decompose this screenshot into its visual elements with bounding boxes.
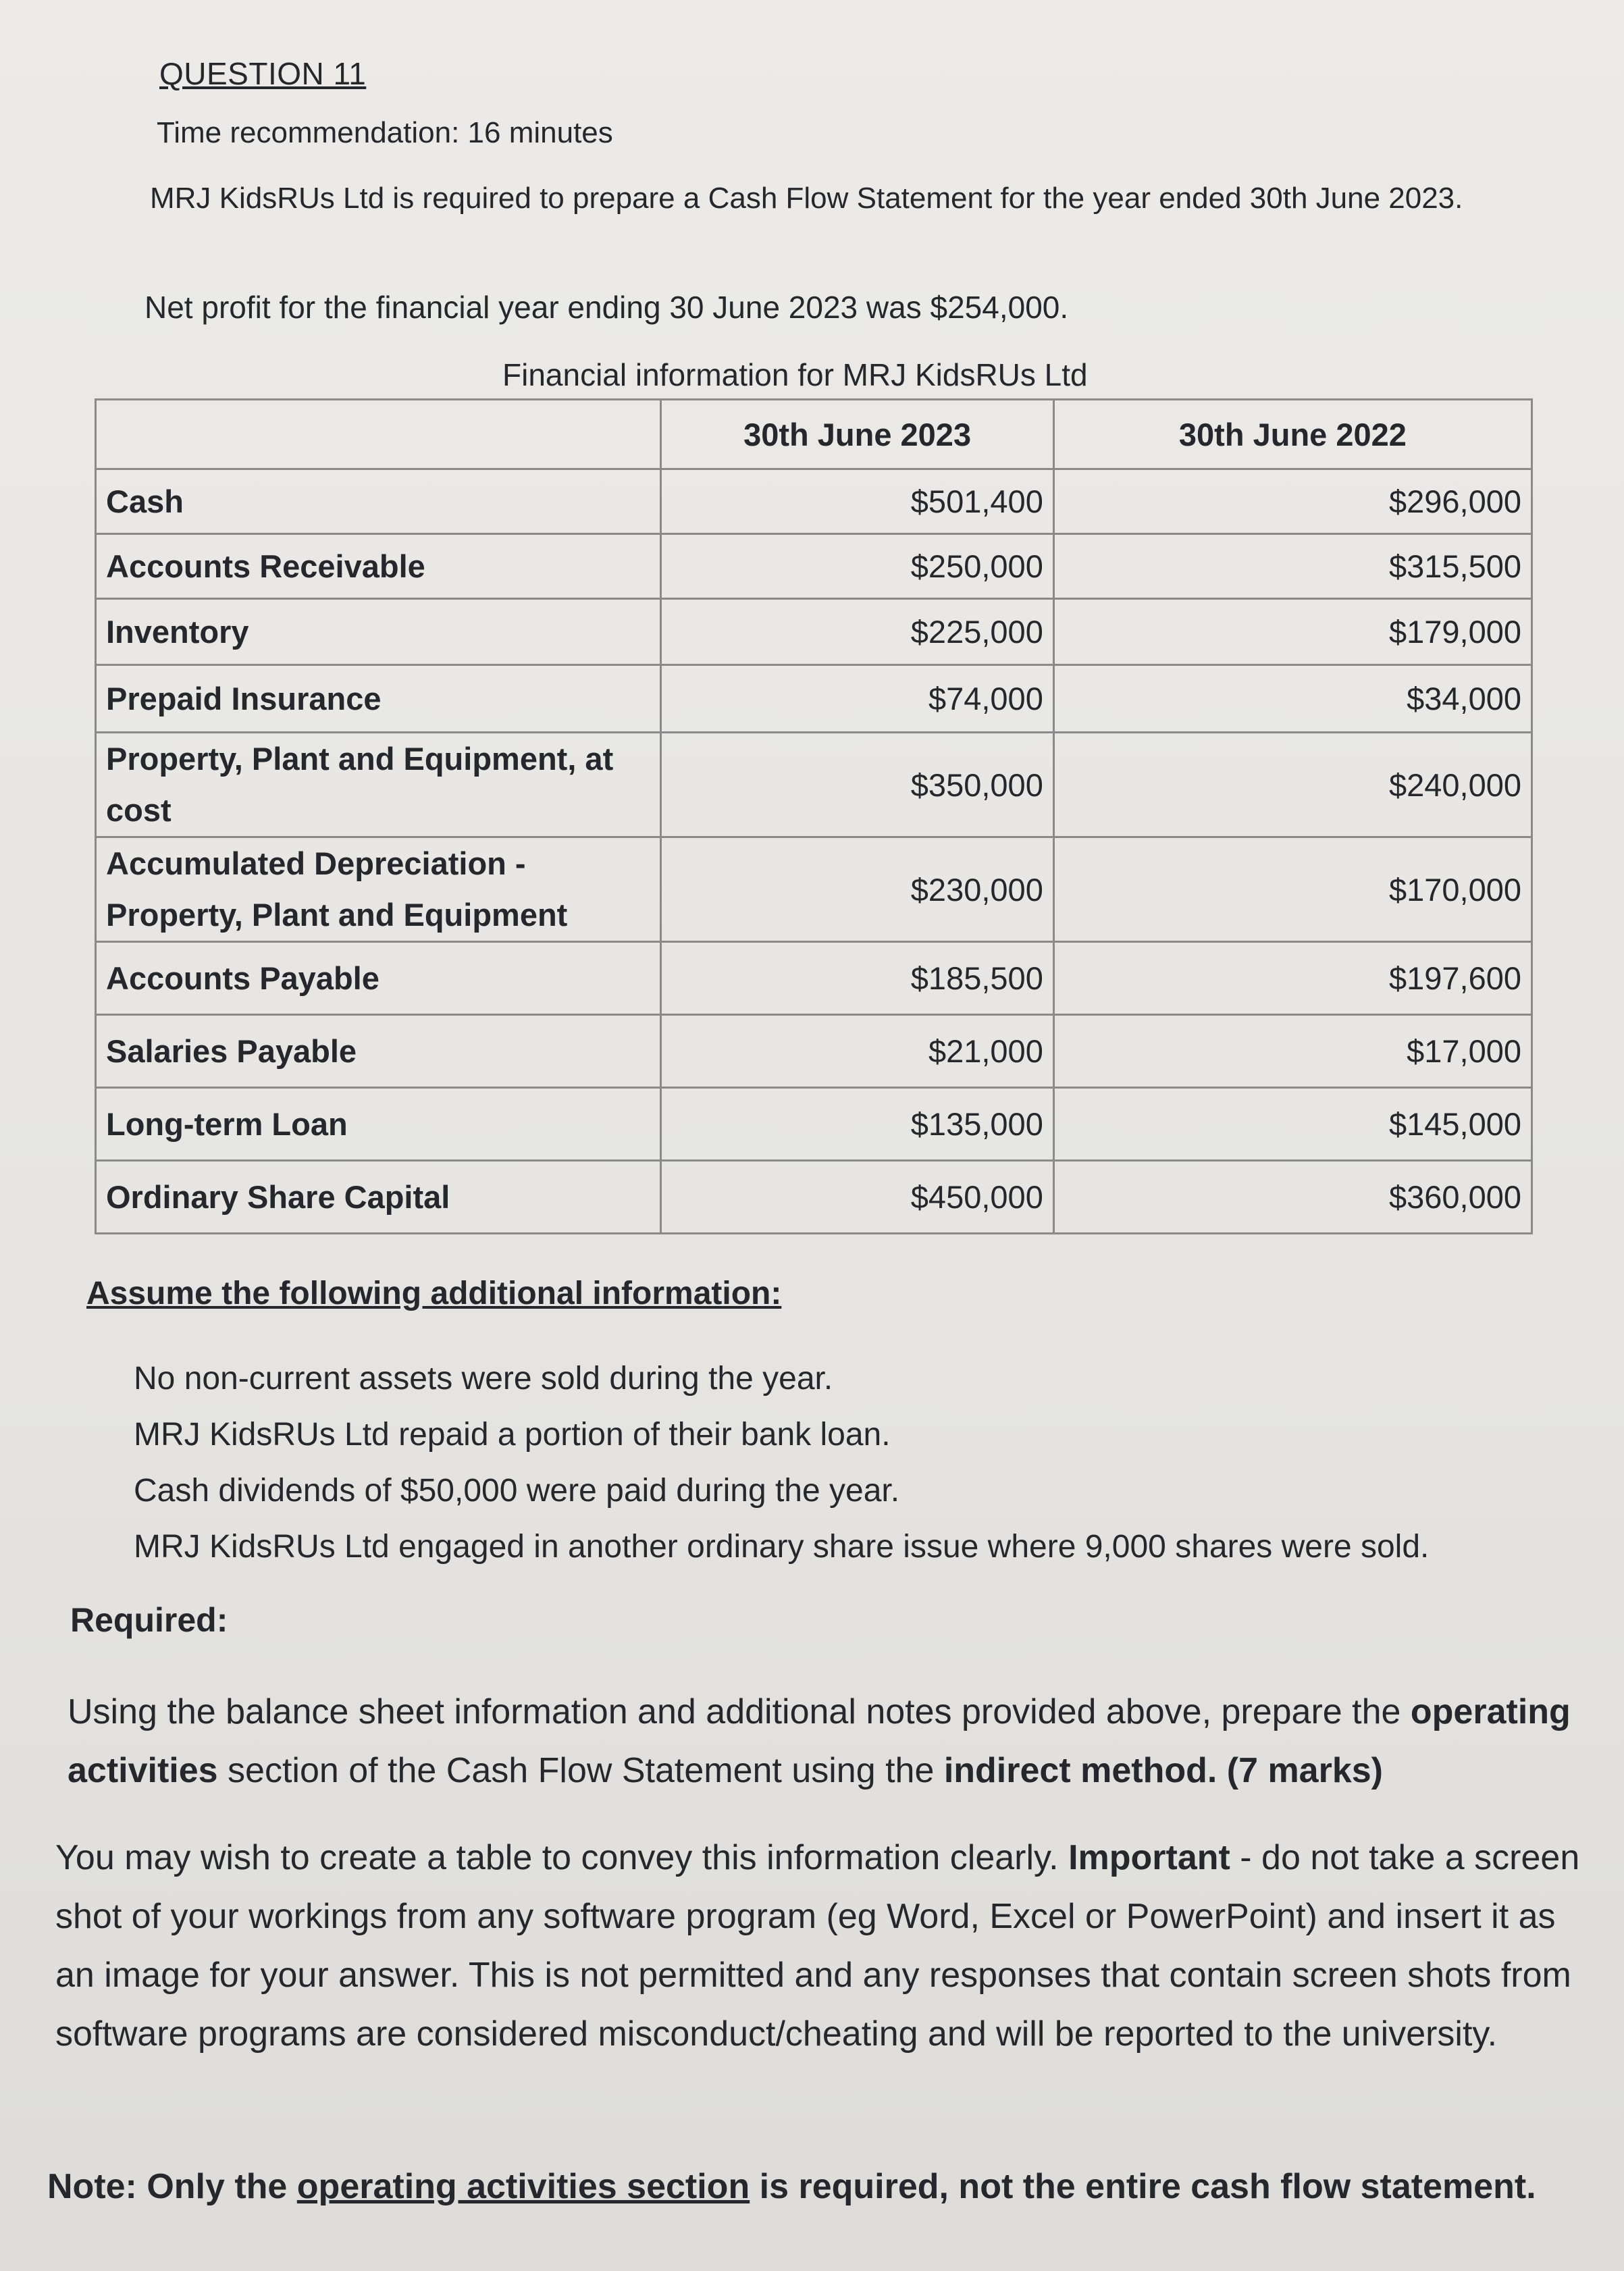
time-recommendation: Time recommendation: 16 minutes: [157, 116, 613, 149]
value-2023: $450,000: [661, 1161, 1054, 1234]
value-2023: $225,000: [661, 599, 1054, 665]
value-2022: $170,000: [1053, 837, 1531, 942]
list-item: Cash dividends of $50,000 were paid during the year.: [134, 1473, 900, 1509]
required-instruction: [68, 1683, 1580, 1800]
instruction-text: Using the balance sheet information and additional notes provided above, prepare the: [68, 1692, 1411, 1731]
table-row: [96, 1161, 1532, 1234]
question-intro: MRJ KidsRUs Ltd is required to prepare a Cash Flow Statement for the year ended 30th June 2023.: [150, 182, 1463, 215]
row-label: Ordinary Share Capital: [96, 1161, 661, 1234]
financial-info-table: [95, 398, 1533, 1234]
emphasis-indirect: indirect: [943, 1751, 1071, 1790]
required-heading: Required:: [70, 1601, 228, 1639]
row-label: Inventory: [96, 599, 661, 665]
value-2023: $230,000: [661, 837, 1054, 942]
value-2023: $74,000: [661, 665, 1054, 733]
value-2023: $21,000: [661, 1015, 1054, 1088]
note-underlined-text: operating activities section: [296, 2167, 750, 2206]
table-row: [96, 665, 1532, 733]
header-2022: 30th June 2022: [1053, 400, 1531, 469]
question-heading: QUESTION 11: [159, 56, 367, 91]
row-label: Prepaid Insurance: [96, 665, 661, 733]
row-label: Accounts Receivable: [96, 534, 661, 599]
header-label-cell: [96, 400, 661, 469]
emphasis-important: Important: [1068, 1838, 1230, 1877]
table-row: [96, 1015, 1532, 1088]
value-2022: $360,000: [1053, 1161, 1531, 1234]
value-2023: $350,000: [661, 733, 1054, 837]
net-profit-statement: Net profit for the financial year ending 30 June 2023 was $254,000.: [145, 290, 1069, 325]
marks-text: method. (7 marks): [1070, 1751, 1383, 1790]
row-label: Accumulated Depreciation - Property, Plant and Equipment: [96, 837, 661, 942]
instruction-text: section of the Cash Flow Statement using the: [217, 1751, 944, 1790]
warning-text: - do not take a screen shot of your workings from any software program (eg Word, Excel or PowerPoint) and insert it as an image for your answer. This is not permitted and any responses that contain screen shots from software programs are considered misconduct/cheating and will be reported to the university.: [55, 1838, 1580, 2054]
table-caption: Financial information for MRJ KidsRUs Ltd: [502, 357, 1088, 392]
value-2023: $135,000: [661, 1088, 1054, 1161]
table-row: [96, 599, 1532, 665]
value-2022: $17,000: [1053, 1015, 1531, 1088]
value-2022: $145,000: [1053, 1088, 1531, 1161]
list-item: MRJ KidsRUs Ltd engaged in another ordinary share issue where 9,000 shares were sold.: [134, 1529, 1430, 1565]
header-2023: 30th June 2023: [661, 400, 1054, 469]
note-paragraph: [47, 2158, 1600, 2216]
value-2022: $240,000: [1053, 733, 1531, 837]
table-row: [96, 534, 1532, 599]
table-row: [96, 469, 1532, 534]
list-item: No non-current assets were sold during the year.: [134, 1361, 833, 1396]
row-label: Long-term Loan: [96, 1088, 661, 1161]
note-text: Only the: [136, 2167, 297, 2206]
note-label: Note:: [47, 2167, 137, 2206]
table-header-row: [96, 400, 1532, 469]
row-label: Salaries Payable: [96, 1015, 661, 1088]
table-row: [96, 837, 1532, 942]
row-label: Accounts Payable: [96, 942, 661, 1015]
additional-info-heading: Assume the following additional information:: [86, 1276, 782, 1311]
screenshot-warning: [55, 1829, 1595, 2064]
list-item: MRJ KidsRUs Ltd repaid a portion of their bank loan.: [134, 1417, 891, 1453]
value-2022: $34,000: [1053, 665, 1531, 733]
table-row: [96, 942, 1532, 1015]
value-2023: $250,000: [661, 534, 1054, 599]
additional-info-list: [134, 1351, 1429, 1575]
row-label: Cash: [96, 469, 661, 534]
value-2022: $315,500: [1053, 534, 1531, 599]
emphasis-operating-activities: operating activities: [68, 1692, 1571, 1790]
row-label: Property, Plant and Equipment, at cost: [96, 733, 661, 837]
note-text: is required, not the entire cash flow statement.: [750, 2167, 1536, 2206]
value-2022: $296,000: [1053, 469, 1531, 534]
value-2022: $197,600: [1053, 942, 1531, 1015]
table-row: [96, 733, 1532, 837]
table-row: [96, 1088, 1532, 1161]
value-2023: $185,500: [661, 942, 1054, 1015]
value-2023: $501,400: [661, 469, 1054, 534]
warning-text: You may wish to create a table to convey this information clearly.: [55, 1838, 1069, 1877]
value-2022: $179,000: [1053, 599, 1531, 665]
